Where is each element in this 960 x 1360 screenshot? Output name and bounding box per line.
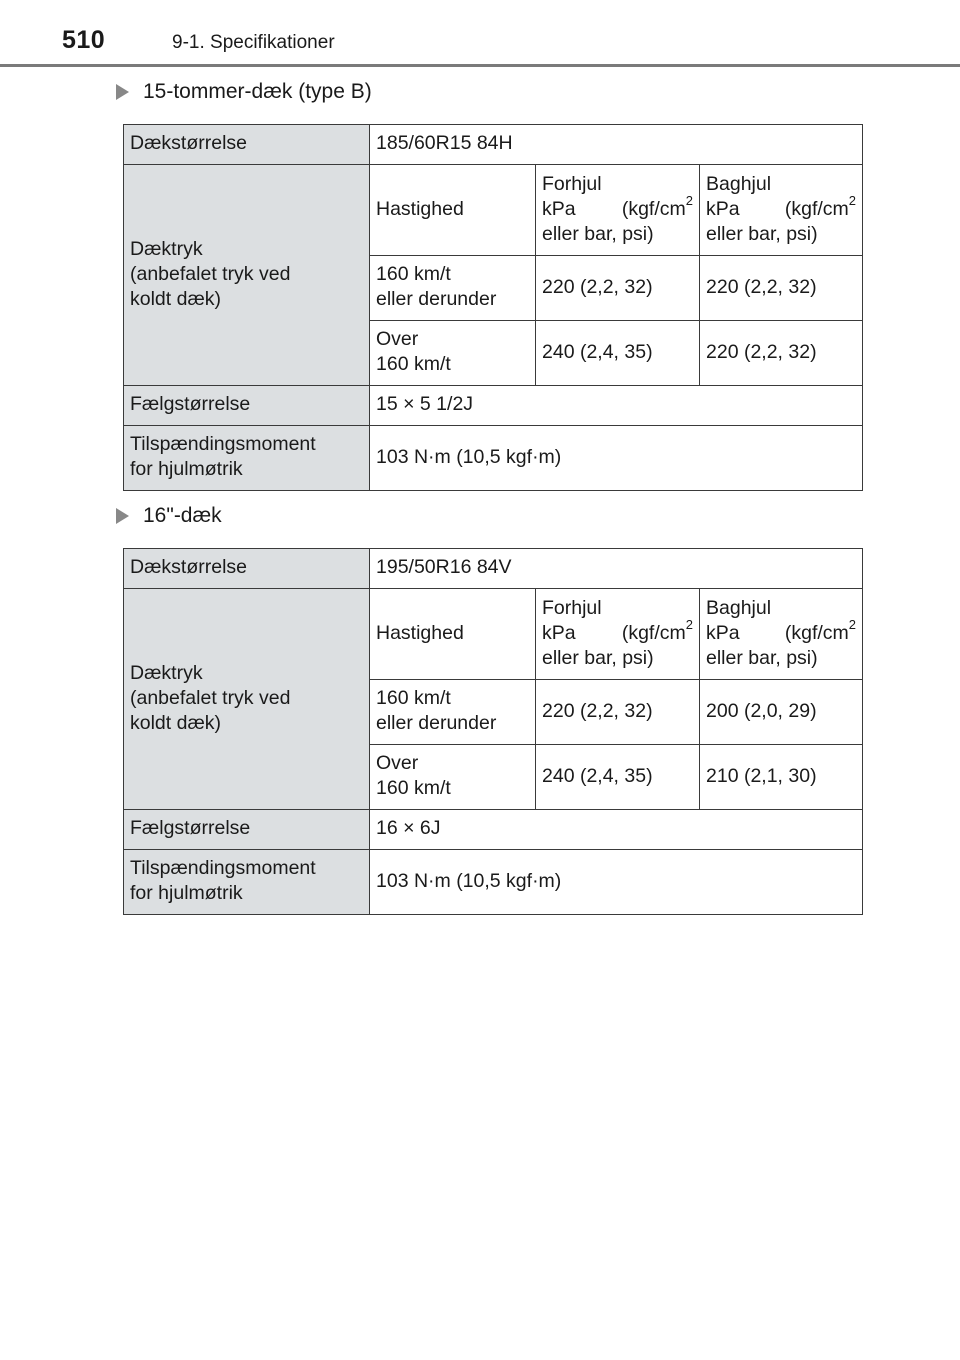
tire-size-value: 195/50R16 84V xyxy=(370,549,863,589)
torque-value: 103 N·m (10,5 kgf·m) xyxy=(370,426,863,491)
speed-header: Hastighed xyxy=(370,589,536,680)
front-wheel-header: Forhjul kPa ($kgf/cm^2$ eller bar, psi) xyxy=(536,165,700,256)
table-row xyxy=(124,386,863,426)
torque-value: 103 N·m (10,5 kgf·m) xyxy=(370,850,863,915)
torque-label: Tilspændingsmoment for hjulmøtrik xyxy=(124,426,370,491)
header-divider xyxy=(0,64,960,67)
speed-value: Over 160 km/t xyxy=(370,745,536,810)
page-number: 510 xyxy=(62,26,106,54)
section-heading-text: 16"-dæk xyxy=(143,504,222,527)
rim-size-label: Fælgstørrelse xyxy=(124,386,370,426)
front-pressure-value: 240 (2,4, 35) xyxy=(536,745,700,810)
rim-size-value: 15 × 5 1/2J xyxy=(370,386,863,426)
tire-spec-table-16-inch xyxy=(123,548,863,915)
rim-size-label: Fælgstørrelse xyxy=(124,810,370,850)
table-row xyxy=(124,165,863,256)
rim-size-value: 16 × 6J xyxy=(370,810,863,850)
table-row xyxy=(124,125,863,165)
table-row xyxy=(124,549,863,589)
section-heading-text: 15-tommer-dæk (type B) xyxy=(143,80,372,103)
speed-value: 160 km/t eller derunder xyxy=(370,256,536,321)
front-pressure-value: 220 (2,2, 32) xyxy=(536,256,700,321)
table-row xyxy=(124,589,863,680)
rear-wheel-header: Baghjul kPa ($kgf/cm^2$ eller bar, psi) xyxy=(700,589,863,680)
chapter-title: 9-1. Specifikationer xyxy=(172,32,335,53)
pressure-label: Dæktryk (anbefalet tryk ved koldt dæk) xyxy=(124,589,370,810)
arrow-right-icon xyxy=(116,84,129,100)
rear-pressure-value: 200 (2,0, 29) xyxy=(700,680,863,745)
front-pressure-value: 240 (2,4, 35) xyxy=(536,321,700,386)
tire-size-label: Dækstørrelse xyxy=(124,125,370,165)
arrow-right-icon xyxy=(116,508,129,524)
front-wheel-header: Forhjul kPa ($kgf/cm^2$ eller bar, psi) xyxy=(536,589,700,680)
section-heading-15-inch xyxy=(116,80,372,104)
front-pressure-value: 220 (2,2, 32) xyxy=(536,680,700,745)
table-row xyxy=(124,810,863,850)
rear-pressure-value: 220 (2,2, 32) xyxy=(700,256,863,321)
speed-value: 160 km/t eller derunder xyxy=(370,680,536,745)
tire-size-label: Dækstørrelse xyxy=(124,549,370,589)
speed-header: Hastighed xyxy=(370,165,536,256)
torque-label: Tilspændingsmoment for hjulmøtrik xyxy=(124,850,370,915)
page-header xyxy=(0,0,960,66)
rear-pressure-value: 220 (2,2, 32) xyxy=(700,321,863,386)
table-row xyxy=(124,426,863,491)
tire-spec-table-15-inch xyxy=(123,124,863,491)
pressure-label: Dæktryk (anbefalet tryk ved koldt dæk) xyxy=(124,165,370,386)
rear-pressure-value: 210 (2,1, 30) xyxy=(700,745,863,810)
table-row xyxy=(124,850,863,915)
rear-wheel-header: Baghjul kPa ($kgf/cm^2$ eller bar, psi) xyxy=(700,165,863,256)
tire-size-value: 185/60R15 84H xyxy=(370,125,863,165)
section-heading-16-inch xyxy=(116,504,222,528)
speed-value: Over 160 km/t xyxy=(370,321,536,386)
